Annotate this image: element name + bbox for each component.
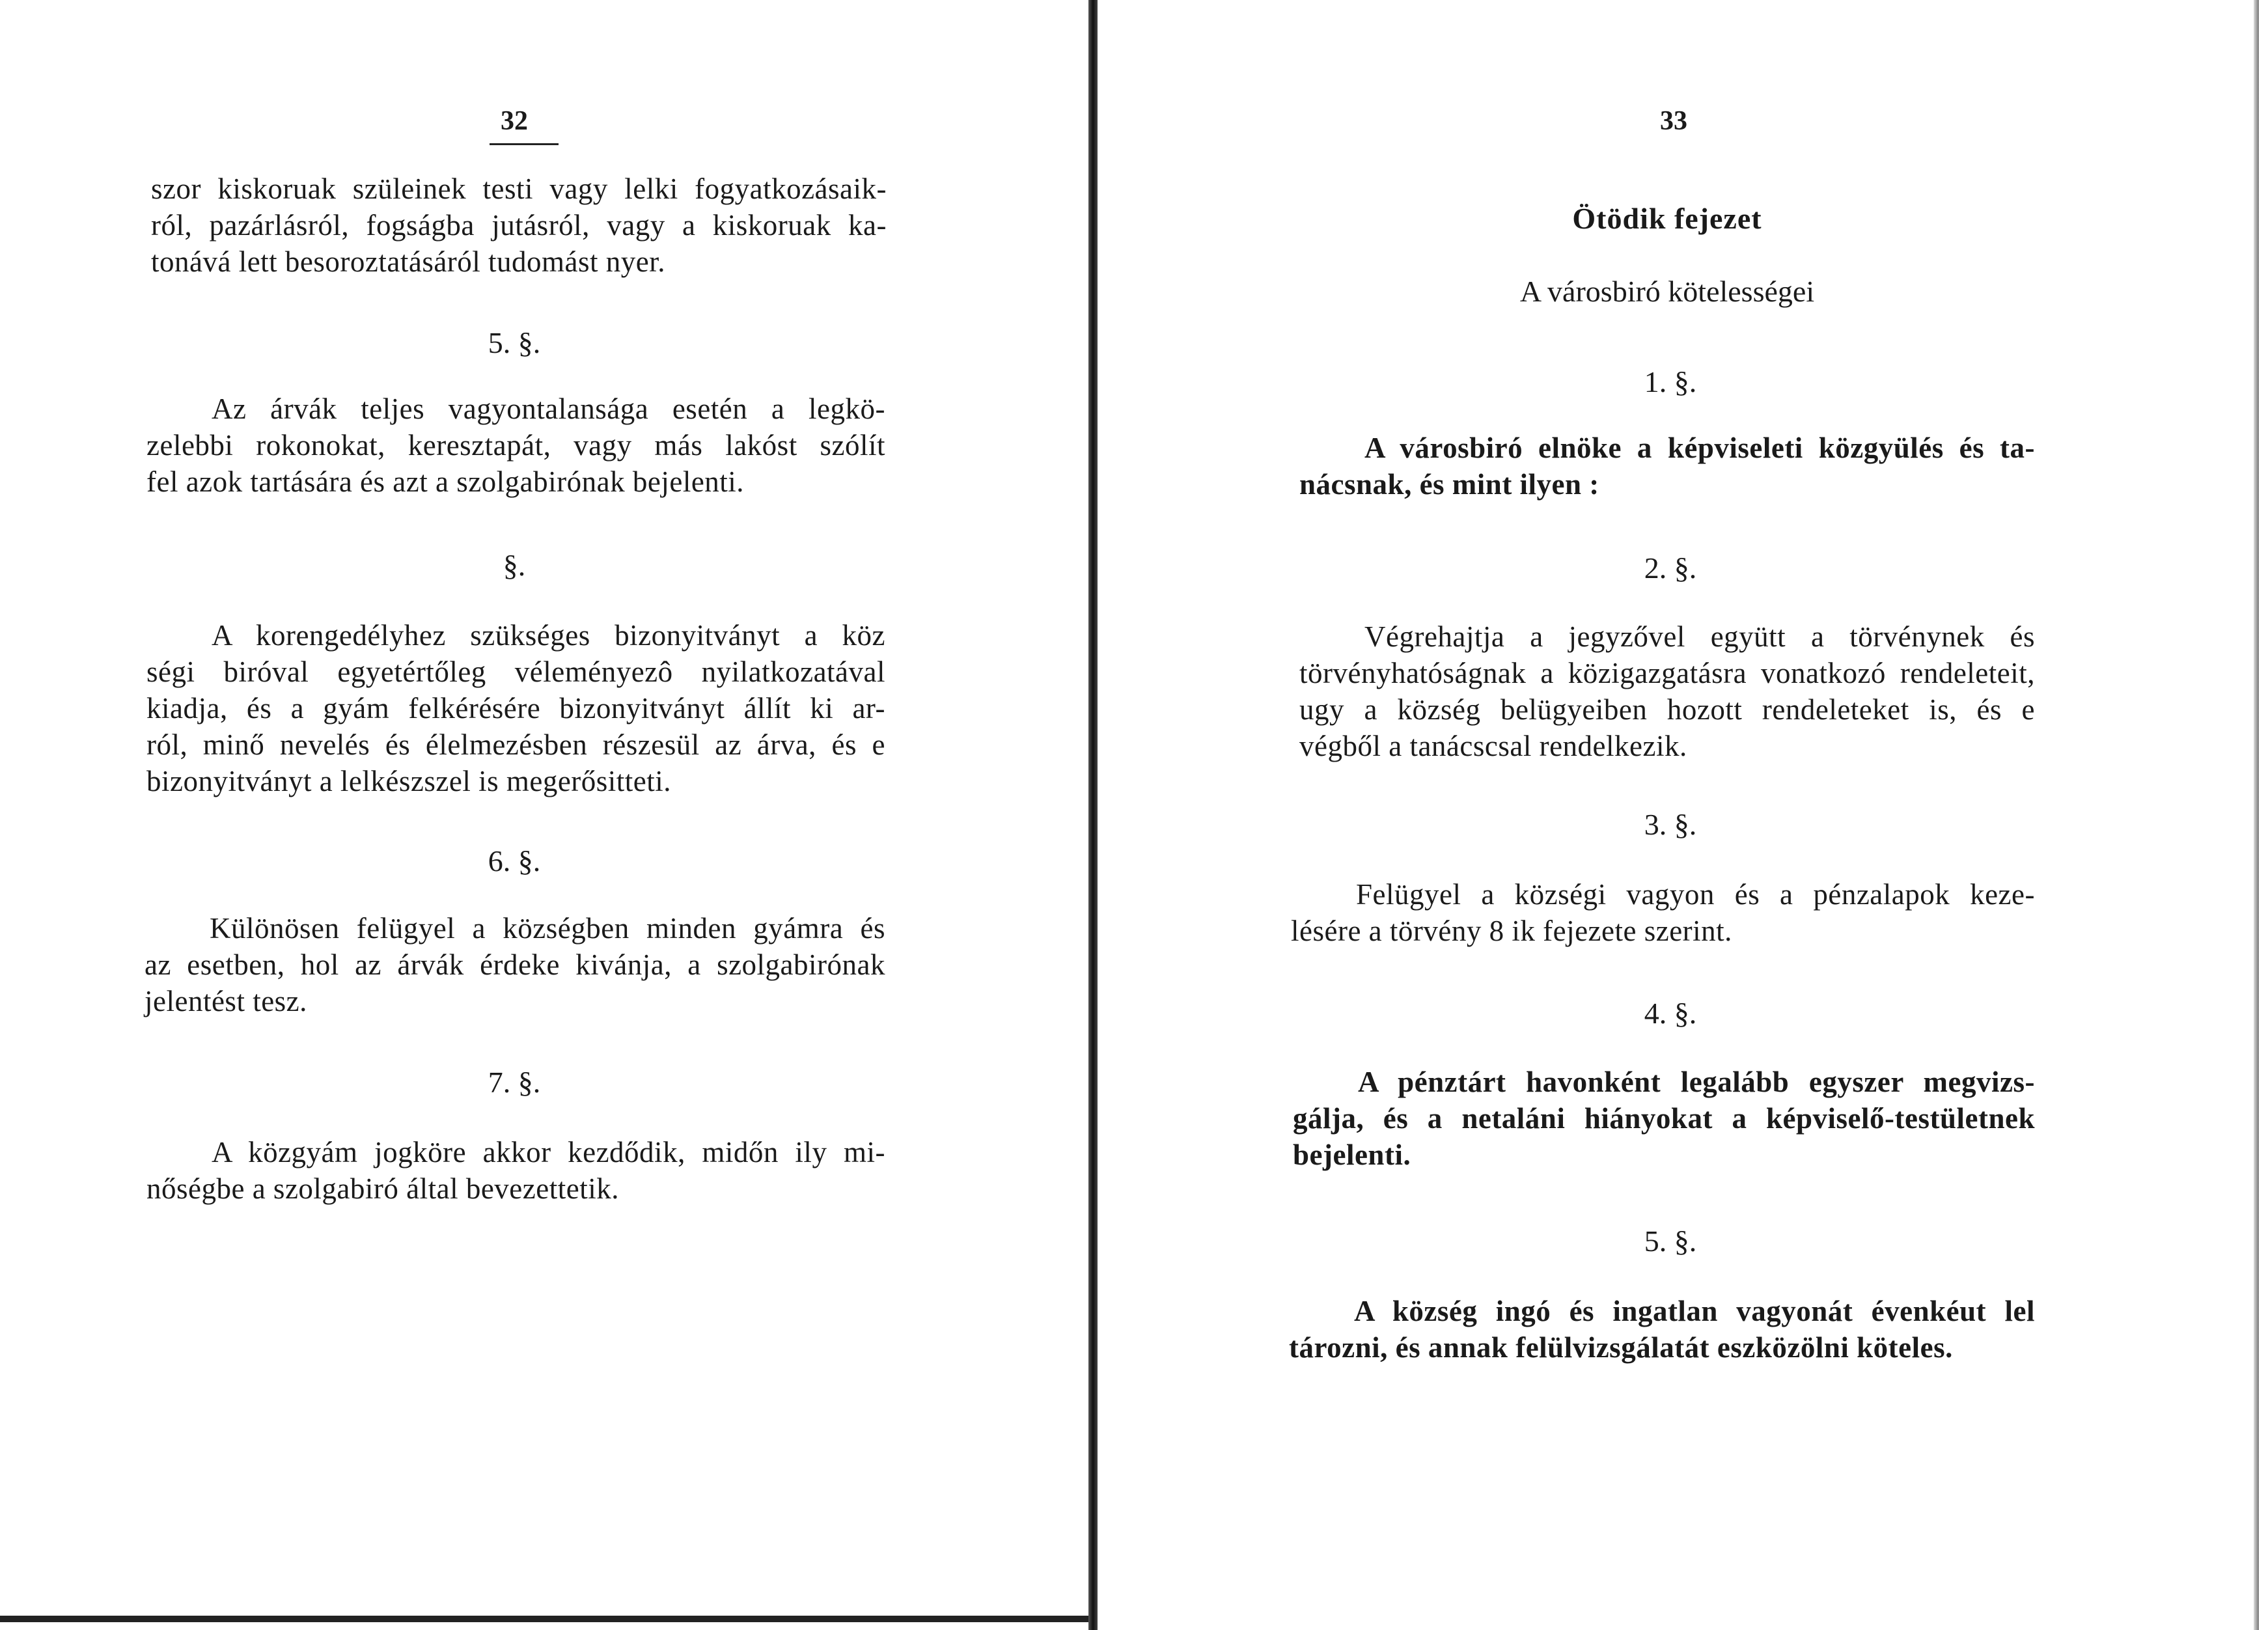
text-line: Végrehajtja a jegyzővel együtt a törvénynek és [1364,620,2035,653]
section-paragraph [146,1134,885,1207]
section-paragraph [145,910,885,1019]
text-line: A pénztárt havonként legalább egyszer megvizs- [1358,1066,2035,1098]
section-label: 7. §. [488,1066,541,1099]
left-page [0,0,1088,1630]
section-paragraph [1299,430,2035,503]
chapter-title: Ötödik fejezet [1572,202,1762,235]
text-line: A község ingó és ingatlan vagyonát évenkéut lel [1354,1295,2035,1327]
text-line: jelentést tesz. [145,985,307,1017]
text-line: az esetben, hol az árvák érdeke kivánja, a szolgabirónak [145,948,885,981]
section-paragraph [1299,618,2035,764]
text-line: ról, pazárlásról, fogságba jutásról, vagy a kiskoruak ka- [151,209,887,242]
text-line: zelebbi rokonokat, keresztapát, vagy más lakóst szólít [146,429,885,462]
text-line: A közgyám jogköre akkor kezdődik, midőn ily mi- [212,1136,885,1168]
section-paragraph [146,617,885,799]
text-line: bejelenti. [1293,1139,1411,1171]
text-line: ségi biróval egyetértőleg véleményezô nyilatkozatával [146,656,885,688]
section-paragraph [1289,1293,2035,1366]
page-edge-right [2254,0,2259,1630]
text-line: ról, minő nevelés és élelmezésben részesül az árva, és e [146,728,885,761]
text-line: A városbiró elnöke a képviseleti közgyülés és ta- [1364,432,2035,464]
text-line: nácsnak, és mint ilyen : [1299,468,1599,501]
section-label: §. [503,549,526,582]
text-line: A korengedélyhez szükséges bizonyitványt a köz [212,619,885,652]
section-paragraph [1291,876,2035,949]
text-line: végből a tanácscsal rendelkezik. [1299,730,1687,762]
text-line: kiadja, és a gyám felkérésére bizonyitványt állít ki ar- [146,692,885,725]
page-number-rule [490,143,559,145]
text-line: lésére a törvény 8 ik fejezete szerint. [1291,915,1732,947]
section-label: 4. §. [1644,997,1697,1030]
text-line: ugy a község belügyeiben hozott rendeleteket is, és e [1299,693,2035,726]
section-label: 3. §. [1644,808,1697,841]
continuation-paragraph [151,171,887,280]
text-line: nőségbe a szolgabiró által bevezettetik. [146,1172,619,1205]
chapter-subtitle: A városbiró kötelességei [1519,275,1815,308]
text-line: Az árvák teljes vagyontalansága esetén a legkö- [212,393,885,425]
text-line: Különösen felügyel a községben minden gyámra és [210,912,885,945]
text-line: törvényhatóságnak a közigazgatásra vonatkozó rendeleteit, [1299,657,2035,689]
text-line: tározni, és annak felülvizsgálatát eszközölni köteles. [1289,1331,1953,1364]
section-label: 2. §. [1644,551,1697,585]
text-line: bizonyitványt a lelkészszel is megerősitteti. [146,765,672,797]
text-line: Felügyel a községi vagyon és a pénzalapok keze- [1356,878,2035,911]
section-label: 1. §. [1644,365,1697,398]
text-line: szor kiskoruak szüleinek testi vagy lelki fogyatkozásaik- [151,173,887,205]
page-number-right: 33 [1660,106,1687,136]
section-paragraph [146,391,885,500]
text-line: tonává lett besoroztatásáról tudomást nyer. [151,245,666,278]
section-label: 6. §. [488,844,541,877]
right-page [1098,0,2254,1630]
section-label: 5. §. [1644,1224,1697,1258]
text-line: fel azok tartására és azt a szolgabirónak bejelenti. [146,465,745,498]
text-line: gálja, és a netaláni hiányokat a képviselő-testületnek [1293,1102,2035,1135]
book-gutter [1088,0,1098,1630]
section-label: 5. §. [488,326,541,359]
section-paragraph [1293,1064,2035,1173]
page-number-left: 32 [501,106,528,136]
